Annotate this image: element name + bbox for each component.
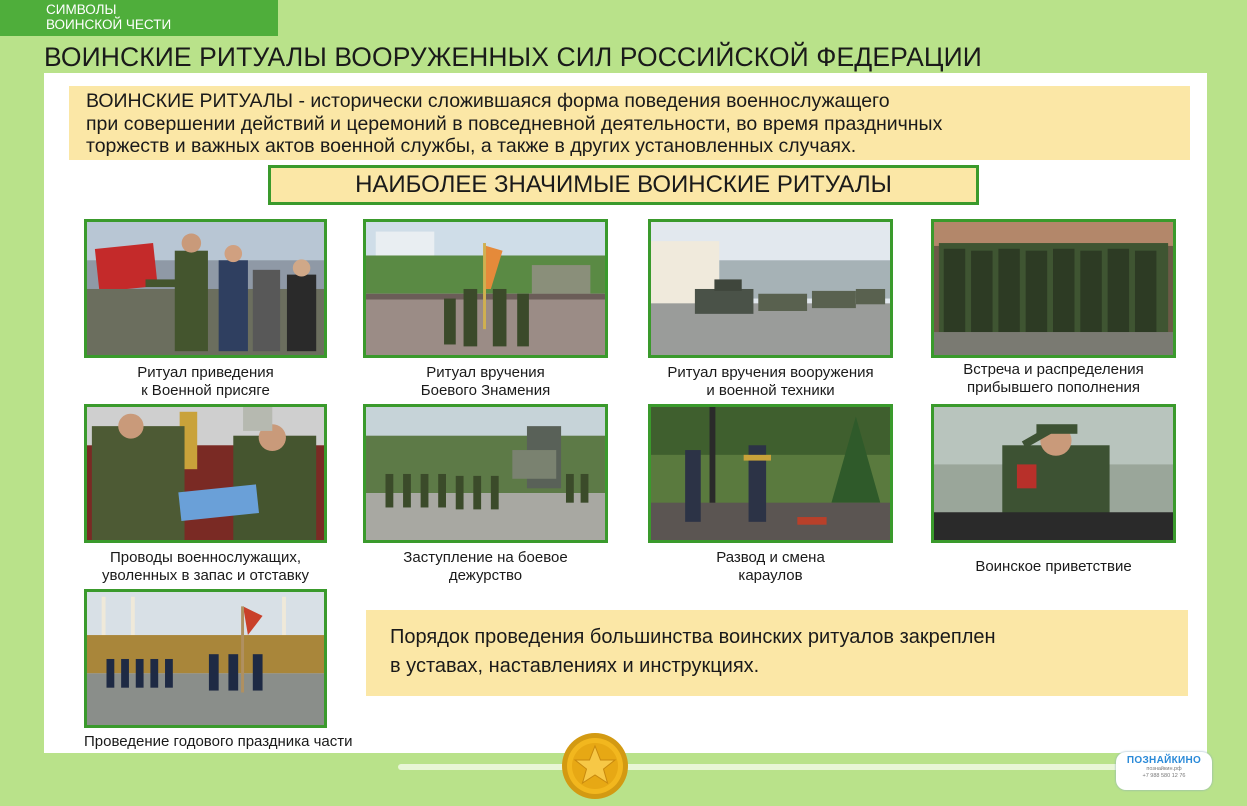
ritual-photo-oath	[84, 219, 327, 358]
ritual-photo-reinforcement	[931, 219, 1176, 358]
section-subtitle: НАИБОЛЕЕ ЗНАЧИМЫЕ ВОИНСКИЕ РИТУАЛЫ	[268, 165, 979, 205]
publisher-logo-site: познайкин.рф	[1146, 766, 1182, 772]
ritual-caption-equipment: Ритуал вручения вооружения и военной техники	[667, 364, 874, 399]
note-line2: в уставах, наставлениях и инструкциях.	[390, 655, 760, 677]
ritual-caption-unit-holiday: Проведение годового праздника части	[84, 733, 353, 750]
section-tab-line2: ВОИНСКОЙ ЧЕСТИ	[46, 17, 172, 32]
ritual-caption-farewell: Проводы военнослужащих, уволенных в запас и отставку	[102, 549, 309, 584]
ritual-photo-equipment	[648, 219, 893, 358]
ritual-photo-banner	[363, 219, 608, 358]
ritual-caption-oath: Ритуал приведения к Военной присяге	[137, 364, 274, 399]
section-tab-line1: СИМВОЛЫ	[46, 2, 117, 17]
note-text	[390, 623, 1180, 681]
section-tab	[0, 0, 278, 36]
ritual-caption-guard: Развод и смена караулов	[716, 549, 825, 584]
publisher-logo	[1116, 752, 1212, 790]
definition-line3: торжеств и важных актов военной службы, а также в других установленных случаях.	[86, 135, 857, 157]
ritual-photo-unit-holiday	[84, 589, 327, 728]
ritual-caption-salute: Воинское приветствие	[975, 558, 1132, 575]
definition-line1: - исторически сложившаяся форма поведения военнослужащего	[293, 90, 890, 112]
bottom-decor-line	[398, 764, 1210, 770]
star-medal-icon	[560, 731, 630, 801]
publisher-logo-brand: ПОЗНАЙКИНО	[1126, 755, 1202, 766]
definition-text	[86, 90, 1196, 158]
ritual-photo-salute	[931, 404, 1176, 543]
ritual-photo-guard	[648, 404, 893, 543]
ritual-photo-farewell	[84, 404, 327, 543]
note-line1: Порядок проведения большинства воинских ритуалов закреплен	[390, 626, 996, 648]
definition-term: ВОИНСКИЕ РИТУАЛЫ	[86, 90, 294, 112]
page-title: ВОИНСКИЕ РИТУАЛЫ ВООРУЖЕННЫХ СИЛ РОССИЙСКОЙ ФЕДЕРАЦИИ	[44, 42, 982, 72]
publisher-logo-phone: +7 988 580 12 76	[1142, 773, 1186, 779]
ritual-caption-reinforcement: Встреча и распределения прибывшего пополнения	[963, 361, 1144, 396]
definition-line2: при совершении действий и церемоний в повседневной деятельности, во время праздничных	[86, 112, 943, 135]
ritual-caption-banner: Ритуал вручения Боевого Знамения	[420, 364, 551, 399]
ritual-caption-duty: Заступление на боевое дежурство	[403, 549, 568, 584]
ritual-photo-duty	[363, 404, 608, 543]
